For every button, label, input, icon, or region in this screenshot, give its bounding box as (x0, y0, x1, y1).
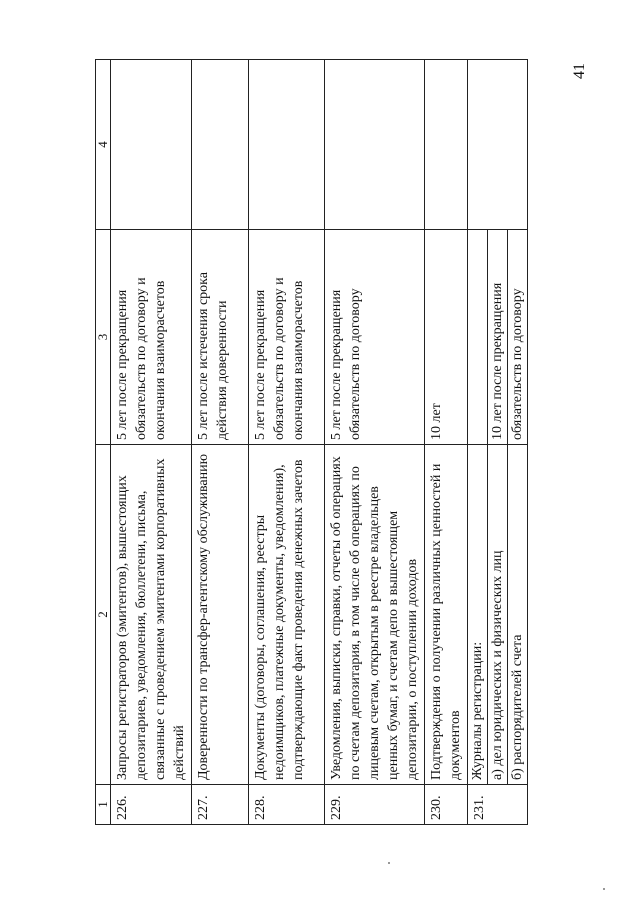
row-term (468, 230, 528, 445)
row-description (468, 445, 528, 785)
row-number: 231. (468, 785, 528, 825)
header-col-1: 1 (96, 785, 111, 825)
journal-item: б) распорядителей счета (508, 445, 528, 784)
header-col-3: 3 (96, 230, 111, 445)
table-row (249, 60, 325, 825)
row-term: 5 лет после истечения срока действия доверенности (192, 230, 249, 445)
scan-speck (388, 862, 390, 864)
table-row (192, 60, 249, 825)
scan-speck (603, 888, 605, 890)
journal-heading: Журналы регистрации: (470, 641, 485, 780)
rotated-table-container (95, 60, 525, 825)
journal-term-blank (468, 230, 488, 444)
row-note (249, 60, 325, 230)
journal-list (468, 445, 527, 784)
row-note (192, 60, 249, 230)
journal-terms (468, 230, 527, 444)
table-row (111, 60, 192, 825)
table-row (325, 60, 425, 825)
row-description: Подтверждения о получении различных ценностей и документов (425, 445, 468, 785)
row-number: 230. (425, 785, 468, 825)
row-note (468, 60, 528, 230)
row-note (325, 60, 425, 230)
header-row (96, 60, 111, 825)
row-number: 229. (325, 785, 425, 825)
header-col-4: 4 (96, 60, 111, 230)
journal-term: 10 лет после прекращения (488, 230, 508, 444)
row-description: Доверенности по трансфер-агентскому обслуживанию (192, 445, 249, 785)
row-description: Запросы регистраторов (эмитентов), вышестоящих депозитариев, уведомления, бюллетени, письма, связанные с проведением эмитентами корпоративных действий (111, 445, 192, 785)
row-term: 5 лет после прекращения обязательств по договору и окончания взаиморасчетов (111, 230, 192, 445)
row-term: 5 лет после прекращения обязательств по договору и окончания взаиморасчетов (249, 230, 325, 445)
journal-item: а) дел юридических и физических лиц (488, 445, 508, 784)
row-term: 5 лет после прекращения обязательств по договору (325, 230, 425, 445)
header-col-2: 2 (96, 445, 111, 785)
row-description: Документы (договоры, соглашения, реестры недоимщиков, платежные документы, уведомления), подтверждающие факт проведения денежных зачетов (249, 445, 325, 785)
page-number: 41 (571, 63, 588, 79)
row-note (425, 60, 468, 230)
retention-table (95, 59, 528, 825)
row-number: 227. (192, 785, 249, 825)
row-number: 228. (249, 785, 325, 825)
row-number: 226. (111, 785, 192, 825)
row-term: 10 лет (425, 230, 468, 445)
row-description: Уведомления, выписки, справки, отчеты об операциях по счетам депозитария, в том числе об операциях по лицевым счетам, открытым в реестре владельцев ценных бумаг, и счетам депо в вышестоящем депозитарии, о поступлении доходов (325, 445, 425, 785)
row-note (111, 60, 192, 230)
journal-term: обязательств по договору (508, 230, 528, 444)
table-row (425, 60, 468, 825)
table-row-231 (468, 60, 528, 825)
